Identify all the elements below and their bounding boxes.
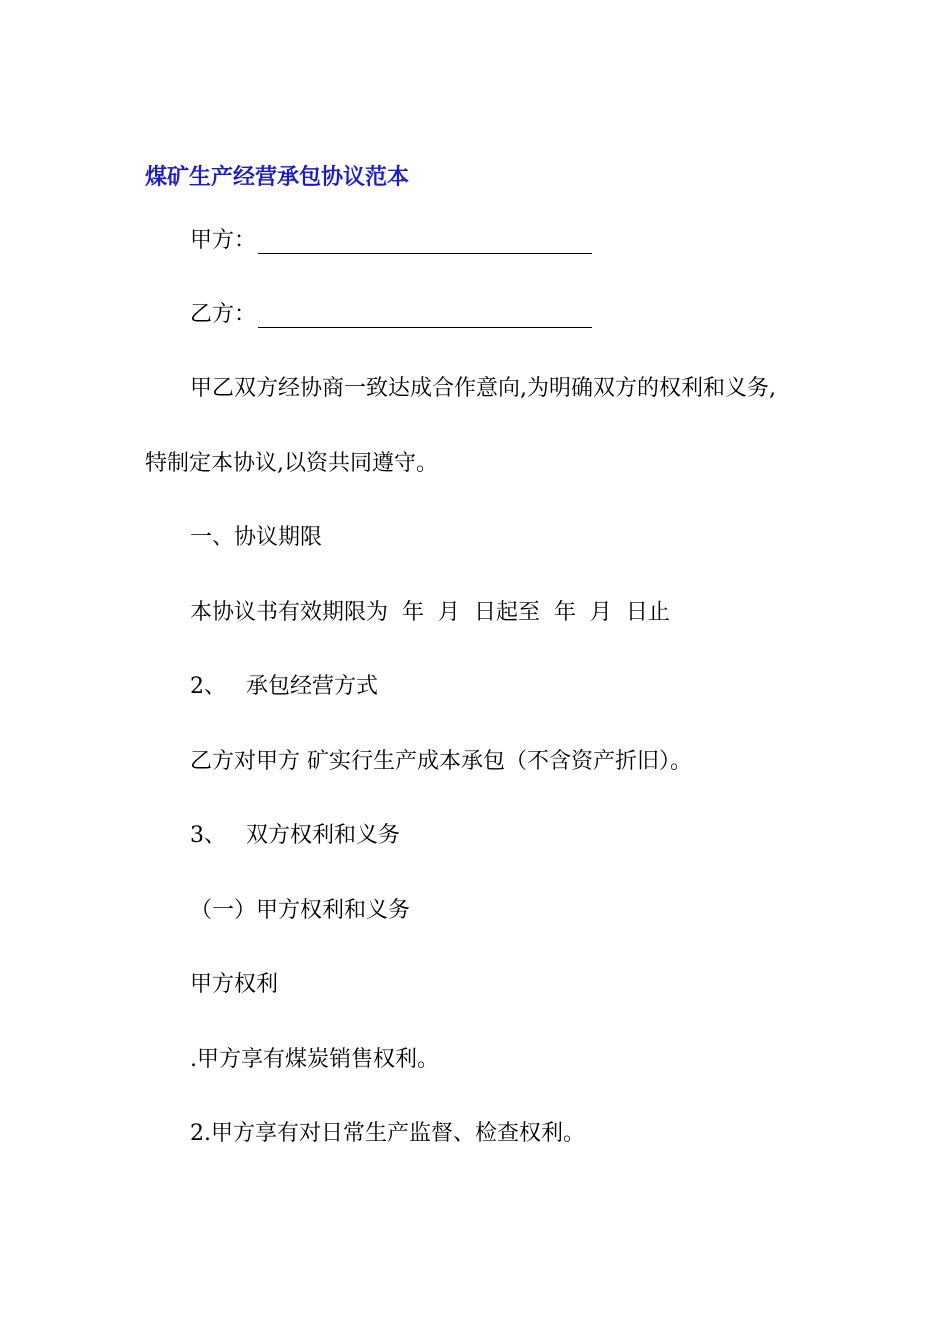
party-a-blank	[258, 233, 592, 254]
party-b-blank	[258, 307, 592, 328]
intro-paragraph-line1: 甲乙双方经协商一致达成合作意向,为明确双方的权利和义务,	[190, 376, 776, 401]
party-a-rights-heading: 甲方权利	[190, 972, 279, 997]
intro-paragraph-line2: 特制定本协议,以资共同遵守。	[145, 451, 438, 476]
party-a-field	[190, 228, 592, 254]
party-a-label: 甲方：	[190, 228, 257, 253]
section1-body: 本协议书有效期限为 年 月 日起至 年 月 日止	[190, 600, 670, 625]
section3-heading: 双方权利和义务	[246, 823, 401, 848]
section3-heading-line	[190, 823, 400, 849]
right-item-2: 2.甲方享有对日常生产监督、检查权利。	[190, 1121, 585, 1146]
document-title: 煤矿生产经营承包协议范本	[145, 164, 410, 190]
party-b-label: 乙方：	[190, 302, 257, 327]
section2-heading-line	[190, 674, 378, 700]
section2-number: 2、	[190, 674, 226, 699]
subsection1-heading: （一）甲方权利和义务	[190, 898, 411, 923]
section1-heading: 一、协议期限	[190, 525, 323, 550]
section3-number: 3、	[190, 823, 226, 848]
section2-heading: 承包经营方式	[246, 674, 379, 699]
right-item-1: .甲方享有煤炭销售权利。	[190, 1047, 439, 1072]
party-b-field	[190, 302, 592, 328]
section2-body: 乙方对甲方 矿实行生产成本承包（不含资产折旧）。	[190, 749, 692, 774]
